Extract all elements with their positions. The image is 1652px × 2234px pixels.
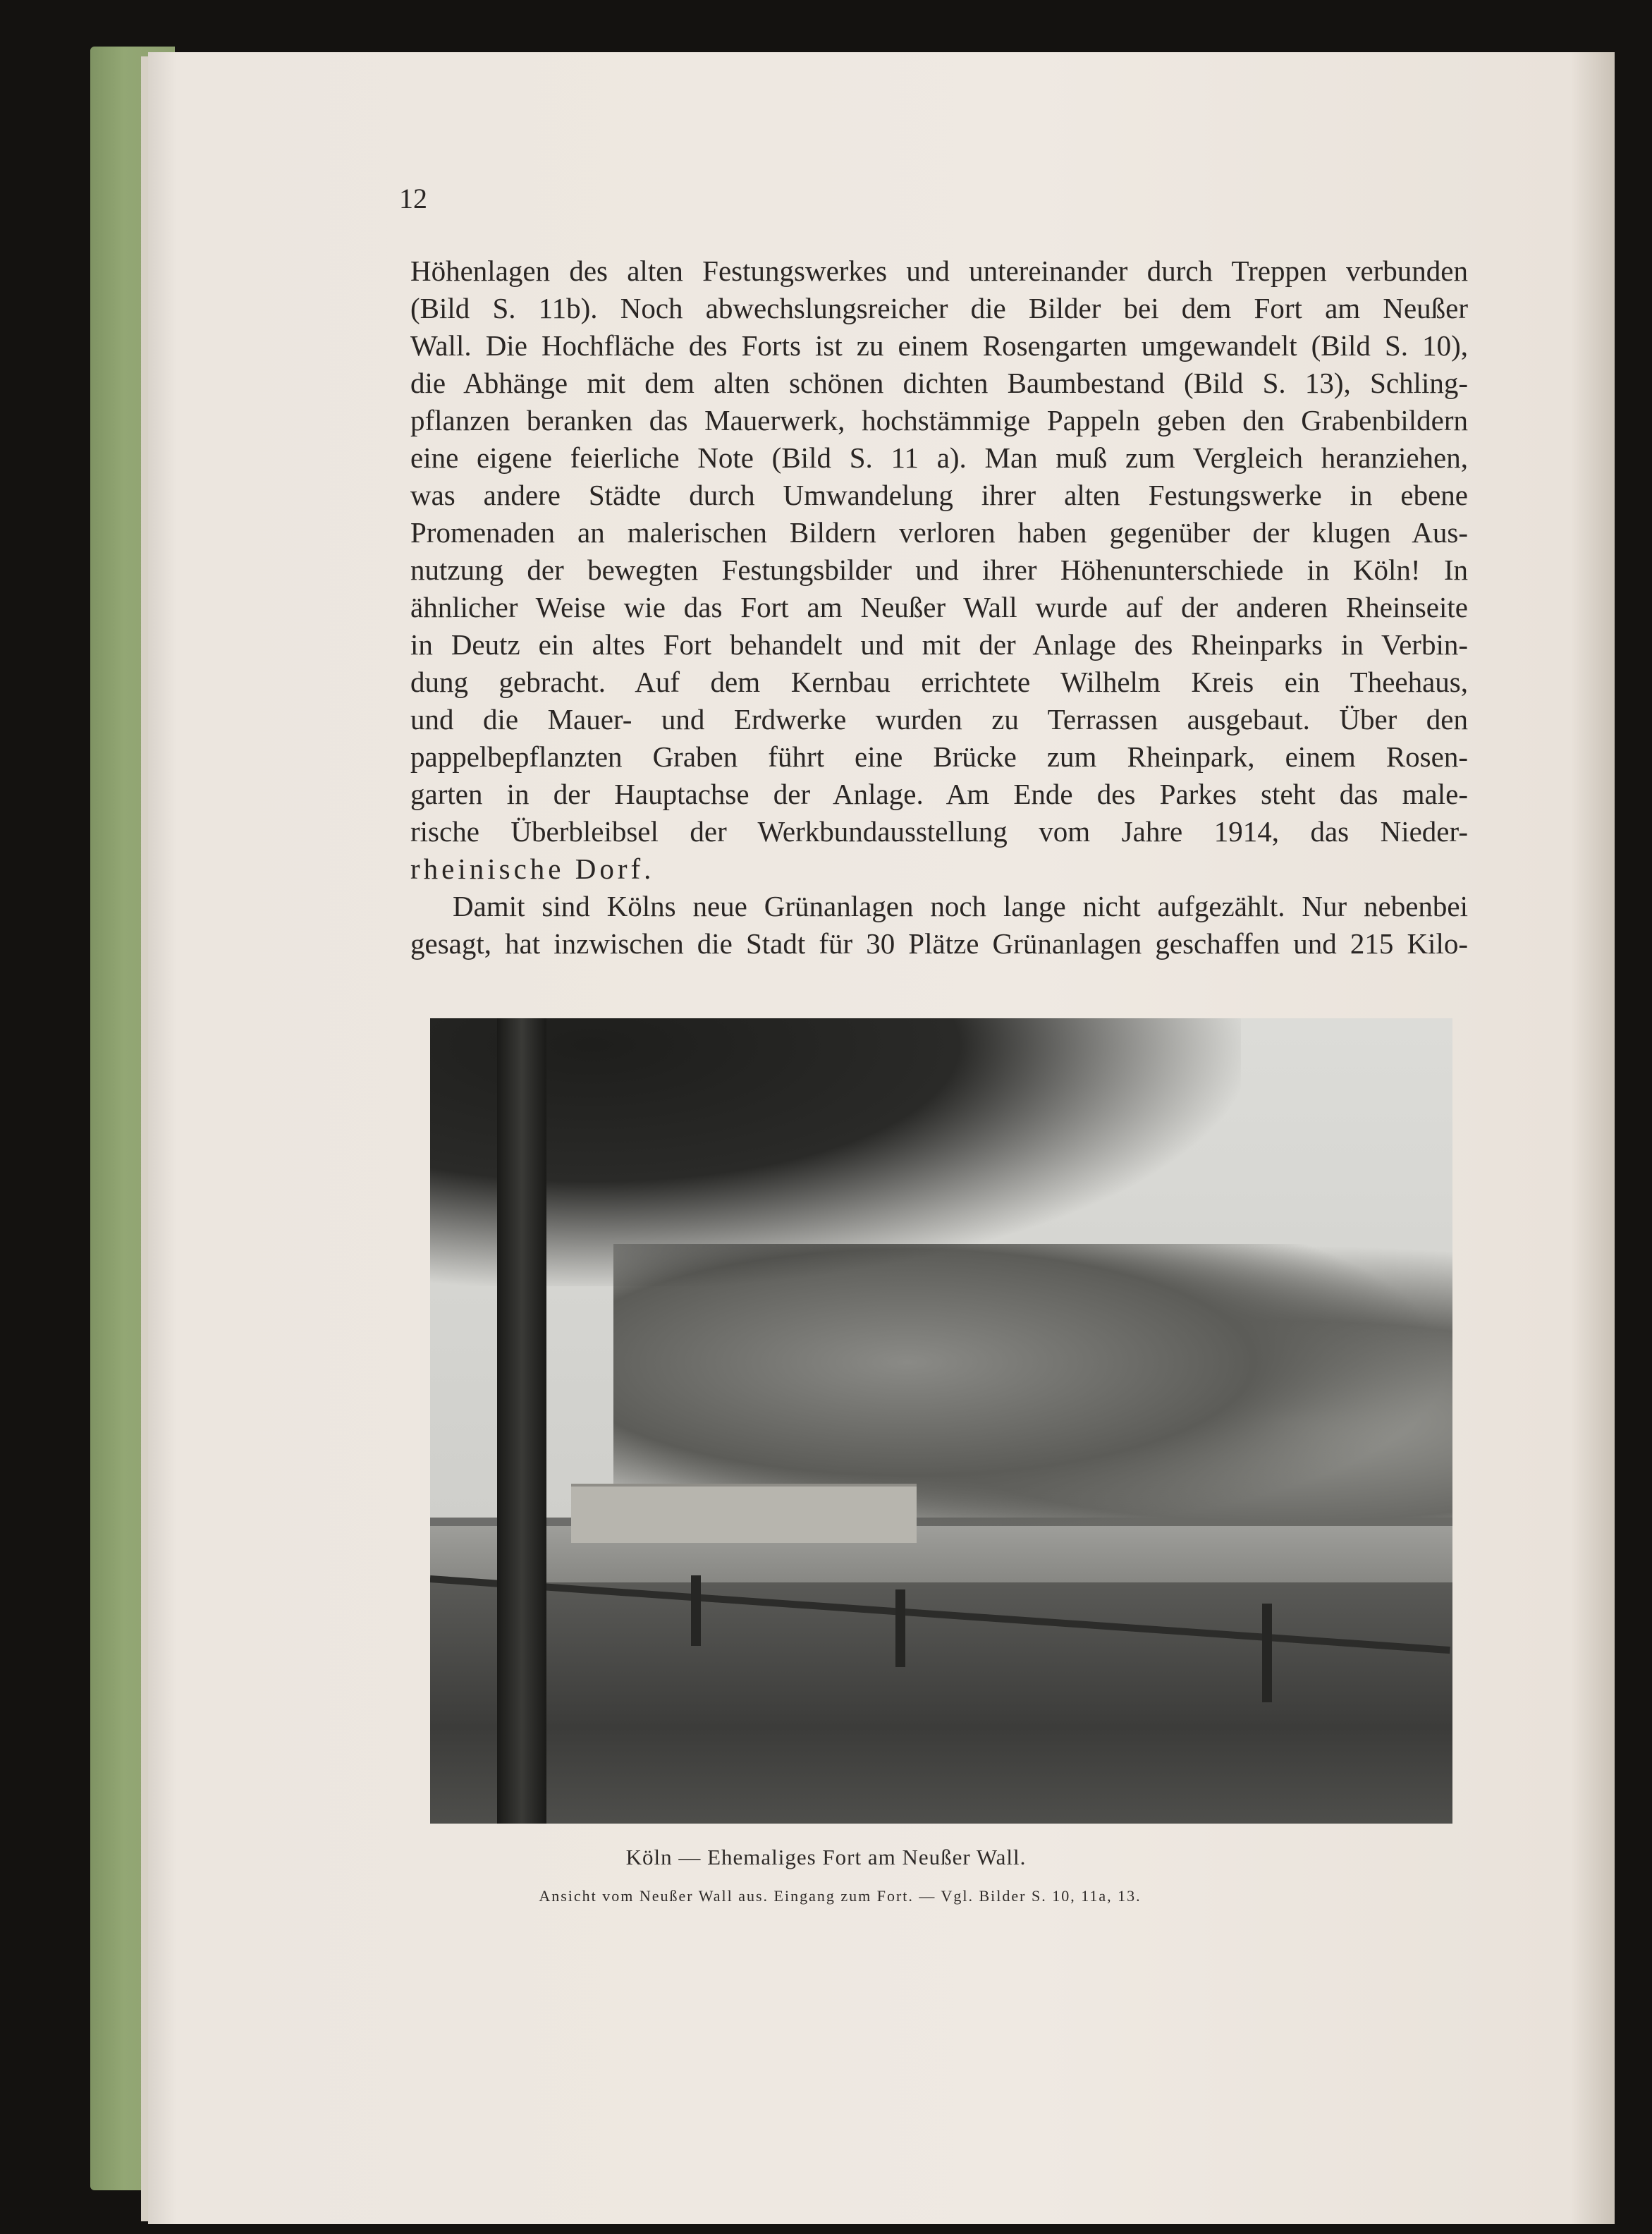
text-line: und die Mauer- und Erdwerke wurden zu Terrassen ausgebaut. Über den <box>410 703 1468 735</box>
photo-caption-title: Köln — Ehemaliges Fort am Neußer Wall. <box>625 1845 1027 1869</box>
text-line: eine eigene feierliche Note (Bild S. 11 a). Man muß zum Vergleich heranziehen, <box>410 441 1468 474</box>
page-number: 12 <box>399 183 427 214</box>
text-line: was andere Städte durch Umwandelung ihrer alten Festungswerke in ebene <box>410 479 1468 511</box>
photo-foreground <box>430 1582 1452 1824</box>
text-line: ähnlicher Weise wie das Fort am Neußer Wall wurde auf der anderen Rheinseite <box>410 591 1468 623</box>
text-line: pflanzen beranken das Mauerwerk, hochstämmige Pappeln geben den Grabenbildern <box>410 404 1468 437</box>
text-line: Wall. Die Hochfläche des Forts ist zu einem Rosengarten umgewandelt (Bild S. 10), <box>410 329 1468 362</box>
text-line: dung gebracht. Auf dem Kernbau errichtete Wilhelm Kreis ein Theehaus, <box>410 666 1468 698</box>
text-line: die Abhänge mit dem alten schönen dichten Baumbestand (Bild S. 13), Schling- <box>410 367 1468 399</box>
text-line: Promenaden an malerischen Bildern verloren haben gegenüber der klugen Aus- <box>410 516 1468 549</box>
photo-caption-subtitle: Ansicht vom Neußer Wall aus. Eingang zum Fort. — Vgl. Bilder S. 10, 11a, 13. <box>539 1887 1142 1905</box>
photograph-fort <box>430 1018 1452 1824</box>
text-line: rische Überbleibsel der Werkbundausstellung vom Jahre 1914, das Nieder- <box>410 815 1468 848</box>
text-line: gesagt, hat inzwischen die Stadt für 30 Plätze Grünanlagen geschaffen und 215 Kilo- <box>410 927 1468 960</box>
photo-fence-post <box>1262 1604 1272 1702</box>
text-line: (Bild S. 11b). Noch abwechslungsreicher die Bilder bei dem Fort am Neußer <box>410 292 1468 324</box>
text-line: Damit sind Kölns neue Grünanlagen noch lange nicht aufgezählt. Nur nebenbei <box>453 890 1468 922</box>
photo-fence-post <box>691 1575 701 1646</box>
photo-canopy <box>430 1018 1241 1286</box>
text-line: in Deutz ein altes Fort behandelt und mit der Anlage des Rheinparks in Verbin- <box>410 628 1468 661</box>
text-line: Höhenlagen des alten Festungswerkes und untereinander durch Treppen verbunden <box>410 255 1468 287</box>
photo-fence-post <box>895 1589 905 1667</box>
body-text <box>410 252 1468 963</box>
text-line: pappelbepflanzten Graben führt eine Brücke zum Rheinpark, einem Rosen- <box>410 740 1468 773</box>
text-line: rheinische Dorf. <box>410 853 655 885</box>
text-line: nutzung der bewegten Festungsbilder und ihrer Höhenunterschiede in Köln! In <box>410 554 1468 586</box>
photo-fort-wall <box>571 1484 917 1543</box>
photo-tree-trunk <box>497 1018 546 1824</box>
text-line: garten in der Hauptachse der Anlage. Am Ende des Parkes steht das male- <box>410 778 1468 810</box>
